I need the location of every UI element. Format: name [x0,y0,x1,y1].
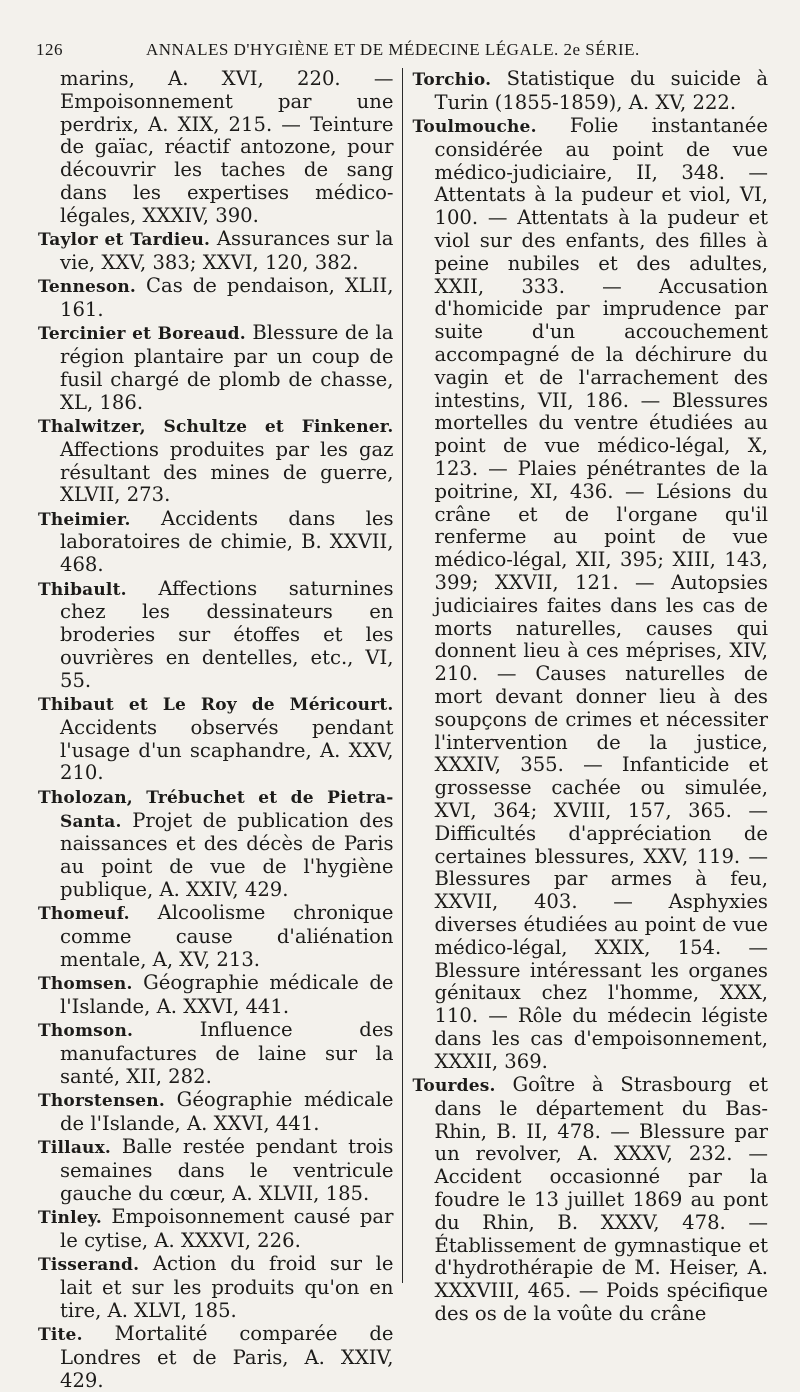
entry-text: Affections saturnines chez les dessinateurs en broderies sur étoffes et les ouvrières en dentelles, etc., VI, 55. [60,576,394,692]
page-header [36,40,764,60]
entry-author: Taylor et Tardieu. [38,230,211,251]
index-entry [38,415,394,507]
entry-author: Toulmouche. [412,117,537,138]
entry-text: Affections produites par les gaz résultant des mines de guerre, XLVII, 273. [60,437,394,507]
entry-text: Accidents observés pendant l'usage d'un scaphandre, A. XXV, 210. [60,715,394,785]
entry-author: Tourdes. [412,1076,496,1097]
entry-author: Thomson. [38,1021,134,1042]
entry-author: Tite. [38,1325,83,1346]
entry-author: Thibault. [38,579,127,600]
index-entry [38,508,394,577]
index-entry [413,68,769,115]
entry-text: Goître à Strasbourg et dans le département du Bas-Rhin, B. II, 478. — Blessure par un revolver, A. XXXV, 232. — Accident occasionné par la foudre le 13 juillet 1869 au pont du Rhin, B. XXXV, 478. — Établissement de gymnastique et d'hydrothérapie de M. Heiser, A. XXXVIII, 465. — Poids spécifique des os de la voûte du crâne [434,1073,768,1326]
index-entry [38,1253,394,1322]
index-entry [38,786,394,902]
entry-author: Tenneson. [38,277,137,298]
index-entry [38,322,394,414]
entry-author: Tercinier et Boreaud. [38,324,246,345]
entry-text: Assurances sur la vie, XXV, 383; XXVI, 120, 382. [60,227,394,274]
index-entry [413,115,769,1073]
entry-text: Cas de pendaison, XLII, 161. [60,274,394,321]
entry-text: Alcoolisme chronique comme cause d'aliénation mentale, A, XV, 213. [60,901,394,971]
index-entry [38,68,394,228]
entry-author: Thalwitzer, Schultze et Finkener. [38,416,394,437]
text-columns [38,67,769,1392]
index-entry [38,693,394,785]
entry-text: Accidents dans les laboratoires de chimie, B. XXVII, 468. [60,506,394,577]
entry-author: Tinley. [38,1208,102,1229]
running-title: ANNALES D'HYGIÈNE ET DE MÉDECINE LÉGALE. 2e SÉRIE. [146,40,640,59]
entry-text: Blessure de la région plantaire par un coup de fusil chargé de plomb de chasse, XL, 186. [60,321,394,414]
entry-text: Projet de publication des naissances et des décès de Paris au point de vue de l'hygiène publique, A. XXIV, 429. [60,808,394,901]
entry-text: Géographie médicale de l'Islande, A. XXVI, 441. [60,1088,394,1135]
entry-author: Torchio. [412,70,492,90]
index-entry [38,1206,394,1253]
entry-text: Influence des manufactures de laine sur la santé, XII, 282. [60,1018,394,1088]
entry-text: Balle restée pendant trois semaines dans le ventricule gauche du cœur, A. XLVII, 185. [60,1135,394,1205]
entry-text: Folie instantanée considérée au point de vue médico-judiciaire, II, 348. — Attentats à la pudeur et viol, VI, 100. — Attentats à la pudeur et viol sur des enfants, des filles à peine nubiles et des adultes, XXII, 333. — Accusation d'homicide par imprudence par suite d'un accouchement accompagné de la déchirure du vagin et de l'arrachement des intestins, VII, 186. — Blessures mortelles du ventre étudiées au point de vue médico-légal, X, 123. — Plaies pénétrantes de la poitrine, XI, 436. — Lésions du crâne et de l'organe qu'il renferme au point de vue médico-légal, XII, 395; XIII, 143, 399; XXVII, 121. — Autopsies judiciaires faites dans les cas de morts naturelles, causes qui donnent lieu à ces méprises, XIV, 210. — Causes naturelles de mort devant donner lieu à des soupçons de crimes et nécessiter l'intervention de la justice, XXXIV, 355. — Infanticide et grossesse cachée ou simulée, XVI, 364; XVIII, 157, 365. — Difficultés d'appréciation de certaines blessures, XXV, 119. — Blessures par armes à feu, XXVII, 403. — Asphyxies diverses étudiées au point de vue médico-légal, XXIX, 154. — Blessure intéressant les organes génitaux chez l'homme, XXX, 110. — Rôle du médecin légiste dans les cas d'empoisonnement, XXXII, 369. [434,114,768,1073]
page-number: 126 [36,40,63,59]
index-entry [38,228,394,275]
right-column [402,67,769,1326]
entry-author: Thorstensen. [38,1091,165,1112]
entry-text: Action du froid sur le lait et sur les produits qu'on en tire, A. XLVI, 185. [60,1252,394,1322]
index-entry [38,1136,394,1205]
index-entry [38,902,394,971]
left-column [38,67,402,1392]
index-entry [38,1323,394,1392]
entry-text: marins, A. XVI, 220. — Empoisonnement par une perdrix, A. XIX, 215. — Teinture de gaïac, réactif antozone, pour découvrir les taches de sang dans les expertises médico-légales, XXXIV, 390. [60,67,394,227]
entry-author: Tillaux. [38,1138,112,1159]
index-entry [38,275,394,322]
entry-author: Thomsen. [38,974,133,995]
index-entry [38,972,394,1019]
index-entry [38,578,394,693]
entry-text: Empoisonnement causé par le cytise, A. XXXVI, 226. [60,1205,394,1252]
entry-author: Tholozan, Trébuchet et de Pietra-Santa. [38,787,394,832]
entry-text: Géographie médicale de l'Islande, A. XXVI, 441. [60,971,394,1018]
index-entry [38,1019,394,1088]
entry-text: Statistique du suicide à Turin (1855-1859), A. XV, 222. [434,67,769,114]
index-entry [413,1074,769,1326]
index-entry [38,1089,394,1136]
entry-author: Tisserand. [38,1255,140,1276]
entry-text: Mortalité comparée de Londres et de Paris, A. XXIV, 429. [60,1322,394,1392]
entry-author: Thomeuf. [38,904,130,925]
entry-author: Theimier. [38,509,131,530]
entry-author: Thibaut et Le Roy de Méricourt. [38,695,394,716]
